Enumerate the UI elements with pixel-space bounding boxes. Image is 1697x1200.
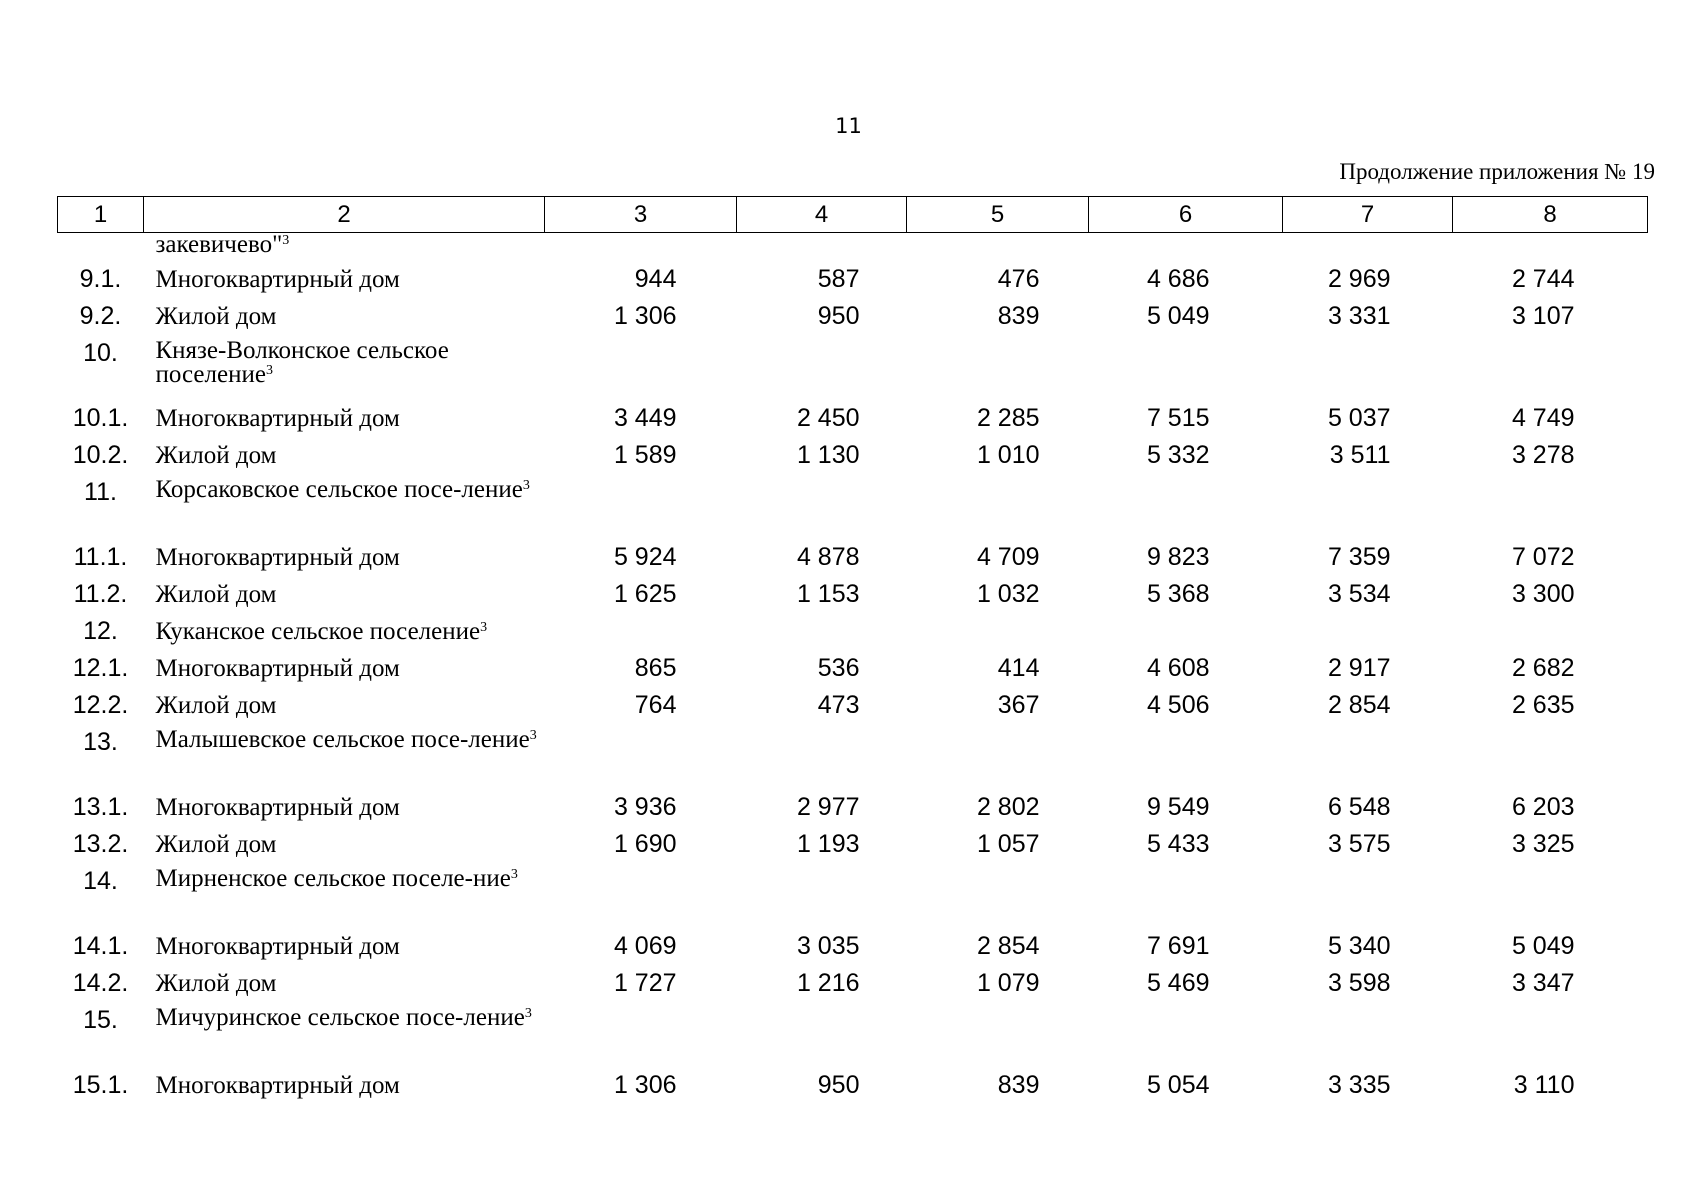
row-number: 15.1.	[72, 1071, 129, 1099]
table-row	[58, 687, 1648, 724]
value-cell: 839	[997, 1071, 1040, 1099]
table-row	[58, 539, 1648, 576]
value-cell	[907, 613, 1089, 650]
column-header: 8	[1453, 197, 1648, 233]
row-number: 13.	[83, 728, 118, 756]
value-cell: 2 802	[976, 793, 1040, 821]
row-number: 14.	[83, 867, 118, 895]
table-row	[58, 928, 1648, 965]
value-cell	[737, 863, 907, 928]
value-cell: 764	[634, 691, 677, 719]
table-row	[58, 437, 1648, 474]
value-cell: 1 079	[976, 969, 1040, 997]
value-cell: 1 032	[976, 580, 1040, 608]
table-row	[58, 261, 1648, 298]
value-cell	[1089, 613, 1283, 650]
value-cell	[1283, 613, 1453, 650]
settlement-row	[58, 474, 1648, 539]
value-cell: 7 072	[1511, 543, 1575, 571]
value-cell	[737, 1002, 907, 1067]
value-cell: 5 049	[1146, 302, 1210, 330]
value-cell: 4 069	[613, 932, 677, 960]
value-cell: 5 049	[1511, 932, 1575, 960]
column-header: 4	[737, 197, 907, 233]
column-header: 2	[144, 197, 545, 233]
column-header: 6	[1089, 197, 1283, 233]
row-name: Жилой дом	[155, 442, 277, 469]
value-cell: 950	[817, 1071, 860, 1099]
value-cell	[737, 613, 907, 650]
value-cell: 7 691	[1146, 932, 1210, 960]
value-cell: 3 936	[613, 793, 677, 821]
row-name: Многоквартирный дом	[155, 794, 400, 821]
table-row	[58, 298, 1648, 335]
value-cell	[545, 474, 737, 539]
row-name: Жилой дом	[155, 303, 277, 330]
row-name: Малышевское сельское посе-ление$^3$	[155, 726, 537, 753]
value-cell: 2 917	[1327, 654, 1391, 682]
row-number: 9.2.	[79, 302, 122, 330]
table-row	[58, 400, 1648, 437]
value-cell	[1283, 863, 1453, 928]
value-cell	[1453, 474, 1648, 539]
row-number: 10.1.	[72, 404, 129, 432]
footnote-mark: 3	[524, 1006, 532, 1021]
value-cell: 3 331	[1327, 302, 1391, 330]
value-cell: 5 368	[1146, 580, 1210, 608]
value-cell	[1089, 863, 1283, 928]
row-number: 12.2.	[72, 691, 129, 719]
table-row	[58, 1067, 1648, 1104]
value-cell: 1 589	[613, 441, 677, 469]
value-cell: 5 332	[1146, 441, 1210, 469]
value-cell: 865	[634, 654, 677, 682]
table-row	[58, 789, 1648, 826]
value-cell: 5 340	[1327, 932, 1391, 960]
value-cell: 2 744	[1511, 265, 1575, 293]
row-name: Многоквартирный дом	[155, 655, 400, 682]
row-number: 15.	[83, 1006, 118, 1034]
value-cell: 414	[997, 654, 1040, 682]
value-cell: 9 549	[1146, 793, 1210, 821]
value-cell	[545, 613, 737, 650]
value-cell: 3 598	[1327, 969, 1391, 997]
value-cell: 3 575	[1327, 830, 1391, 858]
page-number: 11	[835, 114, 862, 138]
settlement-row	[58, 724, 1648, 789]
row-name: Многоквартирный дом	[155, 1072, 400, 1099]
value-cell: 5 037	[1327, 404, 1391, 432]
value-cell: 3 335	[1327, 1071, 1391, 1099]
value-cell	[1453, 1002, 1648, 1067]
value-cell	[1089, 335, 1283, 400]
carry-over-text: закевичево"$^3$	[155, 231, 290, 258]
continuation-note: Продолжение приложения № 19	[1339, 159, 1655, 184]
table-row	[58, 650, 1648, 687]
value-cell	[907, 863, 1089, 928]
column-header: 1	[58, 197, 144, 233]
value-cell: 1 130	[796, 441, 860, 469]
row-name: Многоквартирный дом	[155, 405, 400, 432]
value-cell: 1 625	[613, 580, 677, 608]
column-numbers-row	[58, 197, 1648, 233]
value-cell: 5 433	[1146, 830, 1210, 858]
value-cell: 536	[817, 654, 860, 682]
value-cell: 7 359	[1327, 543, 1391, 571]
value-cell: 3 110	[1513, 1071, 1575, 1099]
value-cell: 2 854	[1327, 691, 1391, 719]
value-cell: 2 682	[1511, 654, 1575, 682]
row-number: 11.2.	[73, 580, 128, 608]
row-number: 9.1.	[79, 265, 122, 293]
value-cell: 3 511	[1329, 441, 1391, 469]
row-name: Многоквартирный дом	[155, 933, 400, 960]
tariff-table	[57, 196, 1648, 1104]
value-cell: 4 608	[1146, 654, 1210, 682]
footnote-mark: 3	[529, 728, 537, 743]
value-cell: 4 749	[1511, 404, 1575, 432]
row-name: Мичуринское сельское посе-ление$^3$	[155, 1004, 532, 1031]
row-name: Корсаковское сельское посе-ление$^3$	[155, 476, 530, 503]
value-cell: 1 193	[796, 830, 860, 858]
footnote-mark: 3	[282, 233, 290, 248]
value-cell: 3 325	[1511, 830, 1575, 858]
value-cell: 2 969	[1327, 265, 1391, 293]
value-cell: 2 635	[1511, 691, 1575, 719]
value-cell: 5 924	[613, 543, 677, 571]
column-header: 5	[907, 197, 1089, 233]
value-cell: 3 347	[1511, 969, 1575, 997]
value-cell: 3 449	[613, 404, 677, 432]
value-cell	[545, 335, 737, 400]
value-cell	[907, 474, 1089, 539]
row-name: Мирненское сельское поселе-ние$^3$	[155, 865, 518, 892]
value-cell: 3 300	[1511, 580, 1575, 608]
value-cell: 476	[997, 265, 1040, 293]
carry-over-row	[58, 233, 1648, 262]
value-cell: 4 506	[1146, 691, 1210, 719]
value-cell: 4 686	[1146, 265, 1210, 293]
row-name: Многоквартирный дом	[155, 544, 400, 571]
row-number: 10.2.	[72, 441, 129, 469]
value-cell	[1283, 335, 1453, 400]
value-cell: 2 285	[976, 404, 1040, 432]
table-row	[58, 613, 1648, 650]
settlement-row	[58, 335, 1648, 400]
value-cell: 950	[817, 302, 860, 330]
row-number: 14.2.	[72, 969, 129, 997]
value-cell: 4 709	[976, 543, 1040, 571]
value-cell: 1 153	[796, 580, 860, 608]
value-cell: 1 010	[976, 441, 1040, 469]
value-cell: 9 823	[1146, 543, 1210, 571]
value-cell: 1 216	[796, 969, 860, 997]
value-cell	[1453, 335, 1648, 400]
row-number: 12.1.	[72, 654, 129, 682]
value-cell: 2 854	[976, 932, 1040, 960]
value-cell: 587	[817, 265, 860, 293]
row-number: 11.1.	[73, 543, 128, 571]
value-cell: 3 107	[1511, 302, 1575, 330]
value-cell: 1 306	[613, 302, 677, 330]
table-row	[58, 576, 1648, 613]
row-name: Жилой дом	[155, 692, 277, 719]
row-name: Куканское сельское поселение$^3$	[155, 618, 488, 645]
value-cell: 2 977	[796, 793, 860, 821]
row-name: Жилой дом	[155, 581, 277, 608]
row-number: 13.1.	[72, 793, 129, 821]
value-cell: 839	[997, 302, 1040, 330]
footnote-mark: 3	[265, 363, 273, 378]
value-cell	[737, 335, 907, 400]
value-cell: 6 548	[1327, 793, 1391, 821]
value-cell	[1283, 724, 1453, 789]
value-cell: 3 278	[1511, 441, 1575, 469]
value-cell	[1453, 863, 1648, 928]
settlement-row	[58, 1002, 1648, 1067]
value-cell: 4 878	[796, 543, 860, 571]
value-cell: 5 469	[1146, 969, 1210, 997]
value-cell	[907, 335, 1089, 400]
value-cell	[1283, 1002, 1453, 1067]
value-cell	[545, 863, 737, 928]
value-cell: 6 203	[1511, 793, 1575, 821]
row-name: Жилой дом	[155, 970, 277, 997]
value-cell: 7 515	[1146, 404, 1210, 432]
value-cell: 944	[634, 265, 677, 293]
row-number: 14.1.	[72, 932, 129, 960]
value-cell	[907, 1002, 1089, 1067]
value-cell	[907, 724, 1089, 789]
value-cell: 2 450	[796, 404, 860, 432]
value-cell	[545, 1002, 737, 1067]
settlement-row	[58, 863, 1648, 928]
value-cell	[1283, 474, 1453, 539]
value-cell	[1089, 474, 1283, 539]
footnote-mark: 3	[510, 867, 518, 882]
value-cell: 1 727	[613, 969, 677, 997]
value-cell	[1453, 613, 1648, 650]
value-cell: 1 690	[613, 830, 677, 858]
value-cell	[545, 724, 737, 789]
value-cell: 5 054	[1146, 1071, 1210, 1099]
value-cell	[737, 724, 907, 789]
value-cell: 3 534	[1327, 580, 1391, 608]
value-cell: 3 035	[796, 932, 860, 960]
column-header: 7	[1283, 197, 1453, 233]
row-number: 12.	[83, 617, 118, 645]
row-number: 10.	[83, 339, 118, 367]
row-number: 11.	[84, 478, 117, 506]
value-cell	[737, 474, 907, 539]
table-row	[58, 826, 1648, 863]
row-name: Жилой дом	[155, 831, 277, 858]
footnote-mark: 3	[480, 620, 488, 635]
column-header: 3	[545, 197, 737, 233]
row-number: 13.2.	[72, 830, 129, 858]
value-cell: 473	[817, 691, 860, 719]
value-cell: 1 306	[613, 1071, 677, 1099]
value-cell	[1453, 724, 1648, 789]
footnote-mark: 3	[522, 478, 530, 493]
value-cell	[1089, 1002, 1283, 1067]
value-cell: 367	[997, 691, 1040, 719]
value-cell: 1 057	[976, 830, 1040, 858]
table-row	[58, 965, 1648, 1002]
row-name: Князе-Волконское сельское поселение$^3$	[155, 337, 449, 388]
value-cell	[1089, 724, 1283, 789]
row-name: Многоквартирный дом	[155, 266, 400, 293]
